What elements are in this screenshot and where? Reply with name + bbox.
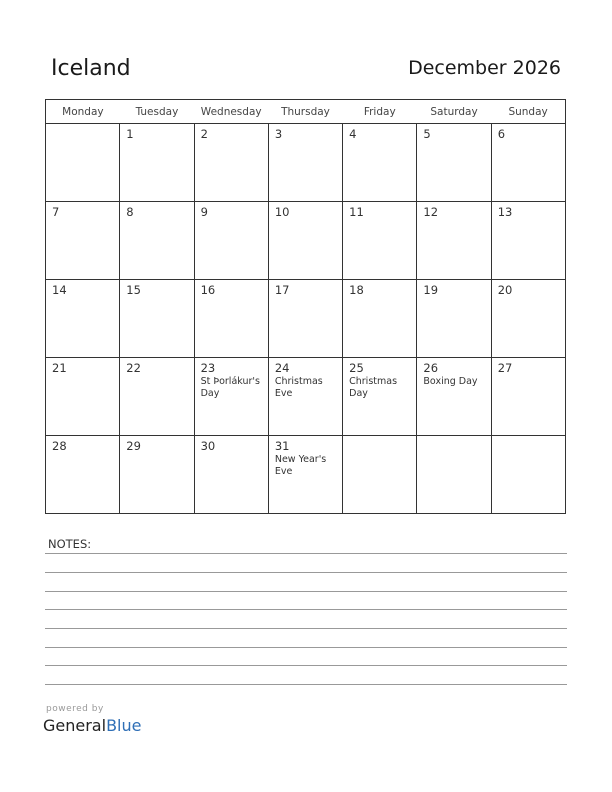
- day-number: 6: [497, 127, 506, 141]
- day-cell: [194, 124, 268, 202]
- day-number: 25: [349, 361, 364, 375]
- day-number: 18: [349, 283, 364, 297]
- week-row: [46, 436, 566, 514]
- day-cell: [120, 436, 194, 514]
- notes-line: [45, 665, 567, 666]
- day-number: 2: [200, 127, 208, 141]
- day-cell: [46, 124, 120, 202]
- day-cell: [268, 436, 342, 514]
- day-number: 3: [274, 127, 283, 141]
- day-cell: [417, 202, 491, 280]
- weekday-header: Tuesday: [120, 100, 194, 124]
- day-cell: [120, 280, 194, 358]
- logo-general: General: [43, 716, 107, 735]
- day-number: 16: [200, 283, 216, 297]
- week-row: [46, 124, 566, 202]
- day-number: 27: [497, 361, 513, 375]
- weekday-header: Monday: [46, 100, 120, 124]
- day-cell: [268, 124, 342, 202]
- day-number: 31: [274, 439, 290, 453]
- day-cell: [268, 202, 342, 280]
- day-number: 21: [52, 361, 67, 375]
- day-cell: [194, 280, 268, 358]
- day-cell: [46, 436, 120, 514]
- day-cell: [194, 358, 268, 436]
- day-number: 23: [200, 361, 216, 375]
- day-number: 15: [126, 283, 141, 297]
- day-cell: [491, 202, 565, 280]
- day-number: 20: [497, 283, 513, 297]
- day-cell: [417, 436, 491, 514]
- country-title: Iceland: [51, 56, 131, 81]
- day-number: 26: [423, 361, 439, 375]
- holiday-label: St Þorlákur's Day: [200, 376, 260, 399]
- day-cell: [417, 124, 491, 202]
- week-row: [46, 358, 566, 436]
- notes-line: [45, 684, 567, 685]
- day-number: 28: [52, 439, 67, 453]
- day-number: 11: [349, 205, 364, 219]
- notes-line: [45, 647, 567, 648]
- holiday-label: Boxing Day: [423, 376, 478, 387]
- day-number: 13: [497, 205, 513, 219]
- month-title: December 2026: [408, 57, 561, 79]
- notes-line: [45, 628, 567, 629]
- week-row: [46, 280, 566, 358]
- day-cell: [343, 202, 417, 280]
- day-cell: [120, 358, 194, 436]
- day-cell: [343, 358, 417, 436]
- day-cell: [417, 358, 491, 436]
- day-cell: [343, 124, 417, 202]
- day-number: 1: [126, 127, 134, 141]
- day-cell: [194, 436, 268, 514]
- day-number: 9: [200, 205, 208, 219]
- day-cell: [491, 436, 565, 514]
- day-cell: [268, 280, 342, 358]
- holiday-label: Christmas Day: [349, 376, 398, 399]
- notes-line: [45, 572, 567, 573]
- day-cell: [46, 202, 120, 280]
- day-number: 8: [126, 205, 134, 219]
- weekday-header: Wednesday: [194, 100, 268, 124]
- powered-by-text: powered by: [46, 704, 104, 714]
- notes-line: [45, 553, 567, 554]
- day-number: 30: [200, 439, 216, 453]
- day-cell: [343, 280, 417, 358]
- notes-line: [45, 609, 567, 610]
- day-cell: [343, 436, 417, 514]
- weekday-header: Friday: [343, 100, 417, 124]
- day-cell: [194, 202, 268, 280]
- day-cell: [491, 280, 565, 358]
- day-cell: [491, 124, 565, 202]
- weekday-header: Sunday: [491, 100, 565, 124]
- generalblue-logo[interactable]: [43, 716, 141, 735]
- day-cell: [268, 358, 342, 436]
- day-number: 19: [423, 283, 439, 297]
- day-cell: [120, 202, 194, 280]
- day-number: 14: [52, 283, 67, 297]
- notes-label: NOTES:: [48, 537, 92, 551]
- day-number: 10: [274, 205, 290, 219]
- weekday-header-row: [46, 100, 566, 124]
- weekday-header: Saturday: [417, 100, 491, 124]
- holiday-label: Christmas Eve: [274, 376, 323, 399]
- day-number: 5: [423, 127, 431, 141]
- day-number: 29: [126, 439, 141, 453]
- day-number: 22: [126, 361, 141, 375]
- logo-blue: Blue: [106, 716, 142, 735]
- day-cell: [491, 358, 565, 436]
- day-number: 24: [274, 361, 290, 375]
- notes-line: [45, 591, 567, 592]
- day-number: 7: [52, 205, 60, 219]
- day-number: 17: [274, 283, 290, 297]
- week-row: [46, 202, 566, 280]
- calendar-grid: [45, 99, 566, 514]
- holiday-label: New Year's Eve: [274, 454, 327, 477]
- day-cell: [46, 280, 120, 358]
- weekday-header: Thursday: [268, 100, 342, 124]
- day-number: 12: [423, 205, 439, 219]
- day-cell: [417, 280, 491, 358]
- day-cell: [120, 124, 194, 202]
- day-number: 4: [349, 127, 357, 141]
- day-cell: [46, 358, 120, 436]
